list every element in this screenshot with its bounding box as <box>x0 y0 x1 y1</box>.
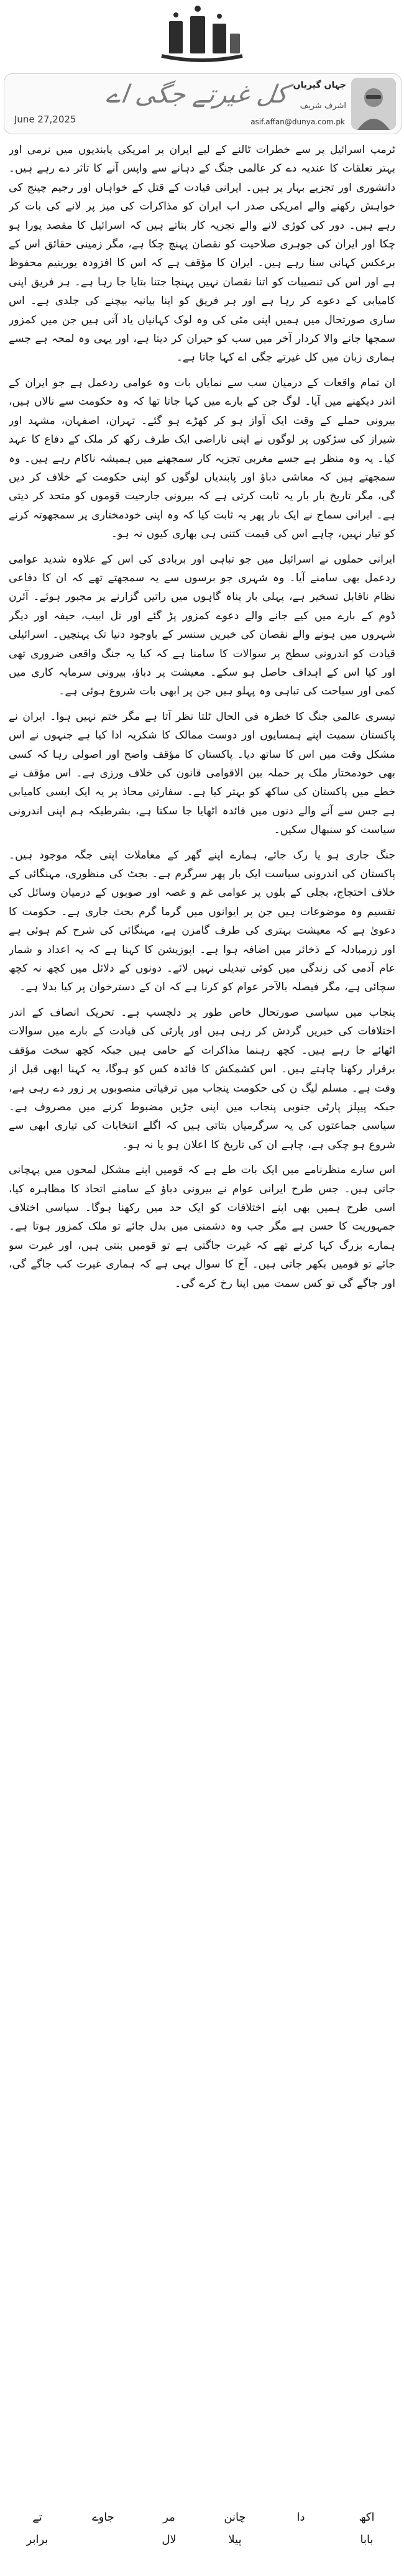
verse-line <box>19 2506 385 2529</box>
verse-word: چانن <box>224 2511 246 2524</box>
verse-word: بابا <box>360 2533 374 2546</box>
article-paragraph: اس سارے منظرنامے میں ایک بات طے ہے کہ قومیں اپنے مشکل لمحوں میں پہچانی جاتی ہیں۔ جس طرح ایرانی عوام نے بیرونی دباؤ کے سامنے اتحاد کا مظاہرہ کیا، اسی طرح ہمیں بھی اپنے اختلافات کو ایک حد میں رکھنا ہوگا۔ سیاسی اختلاف جمہوریت کا حسن ہے مگر جب وہ دشمنی میں بدل جائے تو ملک کمزور ہوتا ہے۔ ہمارے بزرگ کہا کرتے تھے کہ غیرت جاگتی ہے تو قومیں بنتی ہیں، اور غیرت سو جائے تو قومیں بکھر جاتی ہیں۔ آج کا سوال یہی ہے کہ ہماری غیرت کب جاگے گی، اور جاگے گی تو کس سمت میں اپنا رخ کرے گی۔ <box>9 1164 395 1290</box>
article-paragraph: ٹرمپ اسرائیل پر سے خطرات ٹالنے کے لیے ایران پر امریکی پابندیوں میں نرمی اور بہتر تعلقات کا عندیہ دے کر عالمی جنگ کے دہانے سے واپس آنے کا تاثر دے رہے ہیں۔ دانشوری اور تجزیے بہار پر ہیں۔ ایرانی قیادت کے قتل کے خواہاں اور رجیم چینج کی خواہش رکھنے والے امریکی صدر اب ایران کو مذاکرات کی میز پر لانے کی بات کر رہے ہیں۔ دور کی کوڑی لانے والے تجزیہ کار بتاتے ہیں کہ اسرائیل کا مقصد پورا ہو چکا اور ایران کی جوہری صلاحیت کو نقصان پہنچ چکا ہے، مگر زمینی حقائق اس کے برعکس کہانی سنا رہے ہیں۔ ایران کا مؤقف ہے کہ اس کا افزودہ یورینیم محفوظ ہے اور اس کی تنصیبات کو اتنا نقصان نہیں پہنچا جتنا بتایا جا رہا ہے۔ ہر فریق اپنی کامیابی کے دعوے کر رہا ہے اور ہر فریق کو اپنا بیانیہ بیچنے کی جلدی ہے۔ اس ساری صورتحال میں ہمیں اپنی مٹی کی وہ لوک کہانیاں یاد آتی ہیں جن میں کمزور سمجھا جانے والا کردار آخر میں سب کو حیران کر دیتا ہے، اور یہی وہ لمحہ ہے جسے ہماری زبان میں کل غیرتے جگی اے کہا جاتا ہے۔ <box>9 144 395 364</box>
author-photo <box>351 78 396 130</box>
author-email[interactable]: asif.affan@dunya.com.pk <box>250 117 345 126</box>
closing-verse <box>19 2506 385 2551</box>
verse-word: برابر <box>26 2533 48 2546</box>
author-avatar-icon <box>351 78 396 130</box>
dunya-logo <box>137 2 267 65</box>
verse-word <box>85 2529 122 2551</box>
verse-word: پیلا <box>228 2533 242 2546</box>
author-column-name: جہاں گیریاں <box>293 80 346 90</box>
article-paragraph: پنجاب میں سیاسی صورتحال خاص طور پر دلچسپ ہے۔ تحریک انصاف کے اندر اختلافات کی خبریں گردش کر رہی ہیں اور پارٹی کی قیادت کے بارے میں سوالات اٹھائے جا رہے ہیں۔ کچھ رہنما مذاکرات کے حامی ہیں جبکہ کچھ سخت مؤقف برقرار رکھنا چاہتے ہیں۔ اس کشمکش کا فائدہ کس کو ہوگا، یہ کہنا ابھی قبل از وقت ہے۔ مسلم لیگ ن کی حکومت پنجاب میں ترقیاتی منصوبوں پر زور دے رہی ہے، جبکہ پیپلز پارٹی جنوبی پنجاب میں اپنی جڑیں مضبوط کرنے میں مصروف ہے۔ سیاسی جماعتوں کی یہ سرگرمیاں بتاتی ہیں کہ اگلے انتخابات کی تیاری ابھی سے شروع ہو چکی ہے، چاہے ان کی تاریخ کا اعلان ہو یا نہ ہو۔ <box>9 1006 395 1151</box>
article-paragraph: ایرانی حملوں نے اسرائیل میں جو تباہی اور بربادی کی اس کے علاوہ شدید عوامی ردعمل بھی سامنے آیا۔ وہ شہری جو برسوں سے یہ سمجھتے تھے کہ ان کا دفاعی نظام ناقابل تسخیر ہے، پہلی بار پناہ گاہوں میں راتیں گزارنے پر مجبور ہوئے۔ آئرن ڈوم کے بارے میں کیے جانے والے دعوے کمزور پڑ گئے اور تل ابیب، حیفہ اور دیگر شہروں میں ہونے والے نقصان کی خبریں سنسر کے باوجود دنیا تک پہنچیں۔ اسرائیلی قیادت کو اندرونی سطح پر سوالات کا سامنا ہے کہ کیا یہ جنگ واقعی ضروری تھی اور کیا اس کے اہداف حاصل ہو سکے۔ معیشت پر دباؤ، بیرونی سرمایہ کاری میں کمی اور سیاحت کی تباہی وہ پہلو ہیں جن پر ابھی بات شروع ہوئی ہے۔ <box>9 553 395 698</box>
verse-word: دا <box>296 2511 305 2524</box>
author-block <box>253 80 346 111</box>
column-title: کل غیرتے جگی اے <box>104 80 290 109</box>
verse-word: تے <box>32 2511 42 2524</box>
publish-date: June 27,2025 <box>14 114 76 125</box>
verse-line <box>19 2529 385 2551</box>
author-name: اشرف شریف <box>300 101 346 111</box>
verse-word: مر <box>163 2511 175 2524</box>
verse-word: لال <box>162 2533 177 2546</box>
verse-word <box>282 2529 319 2551</box>
article-body <box>9 140 395 2440</box>
column-header <box>4 73 402 134</box>
article-paragraph: تیسری عالمی جنگ کا خطرہ فی الحال ٹلتا نظر آتا ہے مگر ختم نہیں ہوا۔ ایران نے پاکستان سمیت اپنے ہمسایوں اور دوست ممالک کا شکریہ ادا کیا ہے جنہوں نے اس مشکل وقت میں اس کا ساتھ دیا۔ پاکستان کا مؤقف واضح اور اصولی رہا کہ کسی بھی خودمختار ملک پر حملہ بین الاقوامی قانون کی خلاف ورزی ہے۔ اس مؤقف نے خطے میں پاکستان کی ساکھ کو بہتر کیا ہے۔ سفارتی محاذ پر یہ ایک ایسی کامیابی ہے جس سے آنے والے دنوں میں فائدہ اٹھایا جا سکتا ہے، بشرطیکہ ہم اپنی اندرونی سیاست کو سنبھال سکیں۔ <box>9 710 395 837</box>
logo-graphic <box>137 2 267 65</box>
article-paragraph: ان تمام واقعات کے درمیان سب سے نمایاں بات وہ عوامی ردعمل ہے جو ایران کے اندر دیکھنے میں آیا۔ لوگ جن کے بارے میں کہا جاتا تھا کہ وہ حکومت سے نالاں ہیں، بیرونی حملے کے وقت ایک آواز ہو کر کھڑے ہو گئے۔ تہران، اصفہان، مشہد اور شیراز کی سڑکوں پر لوگوں نے اپنی ناراضی ایک طرف رکھ کر ملک کے دفاع کا عہد کیا۔ یہ وہ منظر ہے جسے مغربی تجزیہ کار سمجھنے میں ہمیشہ ناکام رہے ہیں۔ وہ سمجھتے ہیں کہ معاشی دباؤ اور پابندیاں لوگوں کو اپنی حکومت کے خلاف کر دیں گی، مگر تاریخ بار بار یہ ثابت کرتی ہے کہ بیرونی جارحیت قوموں کو متحد کر دیتی ہے۔ ایرانی سماج نے ایک بار پھر یہ ثابت کیا کہ وہ اپنی خودمختاری پر سمجھوتہ کرنے کو تیار نہیں، چاہے اس کی قیمت کتنی ہی بھاری کیوں نہ ہو۔ <box>9 376 395 541</box>
masthead <box>0 0 404 68</box>
article-paragraph: جنگ جاری ہو یا رک جائے، ہمارے اپنے گھر کے معاملات اپنی جگہ موجود ہیں۔ پاکستان کی اندرونی سیاست ایک بار پھر سرگرم ہے۔ بجٹ کی منظوری، مہنگائی کے خلاف احتجاج، بجلی کے بلوں پر عوامی غم و غصہ اور صوبوں کے درمیان وسائل کی تقسیم وہ موضوعات ہیں جن پر ایوانوں میں گرما گرم بحث جاری ہے۔ حکومت کا دعویٰ ہے کہ معیشت بہتری کی طرف گامزن ہے، مہنگائی کی شرح کم ہوئی ہے اور زرمبادلہ کے ذخائر میں اضافہ ہوا ہے۔ اپوزیشن کا کہنا ہے کہ یہ اعداد و شمار عام آدمی کی زندگی میں کوئی تبدیلی نہیں لائے۔ دونوں کے دلائل میں کچھ نہ کچھ سچائی ہے، مگر فیصلہ بالآخر عوام کو کرنا ہے کہ ان کے دسترخوان پر کیا بدلا ہے۔ <box>9 849 395 994</box>
verse-word: جاوے <box>92 2511 114 2524</box>
verse-word: اکھ <box>359 2511 375 2524</box>
